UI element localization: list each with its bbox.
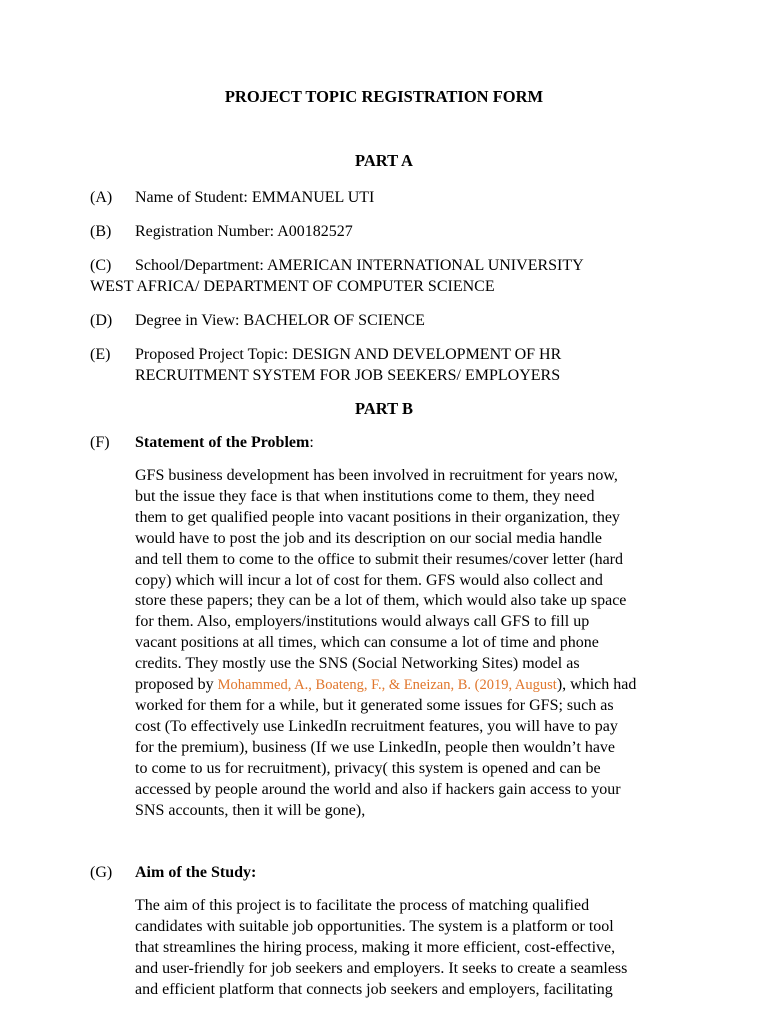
aim-line: The aim of this project is to facilitate the process of matching qualified xyxy=(135,897,590,914)
item-e-continuation: RECRUITMENT SYSTEM FOR JOB SEEKERS/ EMPLOYERS xyxy=(135,367,561,384)
item-f xyxy=(90,432,690,453)
problem-line: worked for them for a while, but it generated some issues for GFS; such as xyxy=(135,696,614,714)
item-b-letter: (B) xyxy=(90,223,112,240)
problem-heading: Statement of the Problem xyxy=(135,434,310,451)
part-b-heading: PART B xyxy=(355,399,413,418)
item-d-letter: (D) xyxy=(90,312,113,329)
part-a-heading: PART A xyxy=(355,151,413,170)
problem-line: but the issue they face is that when institutions come to them, they need xyxy=(135,487,595,505)
item-d xyxy=(90,310,690,331)
item-c-letter: (C) xyxy=(90,257,112,274)
item-e-text: Proposed Project Topic: DESIGN AND DEVELOPMENT OF HR xyxy=(135,346,562,363)
problem-heading-colon: : xyxy=(309,434,314,451)
problem-paragraph xyxy=(135,466,690,821)
problem-line: cost (To effectively use LinkedIn recruitment features, you will have to pay xyxy=(135,717,618,735)
problem-line: for the premium), business (If we use LinkedIn, people then wouldn’t have xyxy=(135,738,616,756)
problem-line: and tell them to come to the office to submit their resumes/cover letter (hard xyxy=(135,550,623,568)
form-title: PROJECT TOPIC REGISTRATION FORM xyxy=(224,87,544,106)
aim-line: candidates with suitable job opportunities. The system is a platform or tool xyxy=(135,917,614,935)
item-a xyxy=(90,187,690,208)
item-a-letter: (A) xyxy=(90,189,113,206)
problem-line: SNS accounts, then it will be gone), xyxy=(135,801,366,819)
problem-line: store these papers; they can be a lot of them, which would also take up space xyxy=(135,592,627,610)
item-g xyxy=(90,862,690,883)
problem-line-citation xyxy=(135,675,690,696)
aim-line: and efficient platform that connects job seekers and employers, facilitating xyxy=(135,980,613,998)
problem-line: GFS business development has been involved in recruitment for years now, xyxy=(135,467,618,484)
item-d-text: Degree in View: BACHELOR OF SCIENCE xyxy=(135,312,425,329)
item-c-continuation: WEST AFRICA/ DEPARTMENT OF COMPUTER SCIENCE xyxy=(90,278,495,295)
item-e-letter: (E) xyxy=(90,346,111,363)
problem-line: copy) which will incur a lot of cost for them. GFS would also collect and xyxy=(135,571,603,589)
item-b xyxy=(90,221,690,242)
item-a-text: Name of Student: EMMANUEL UTI xyxy=(135,189,375,206)
problem-line: vacant positions at all times, which can consume a lot of time and phone xyxy=(135,634,599,652)
aim-line: that streamlines the hiring process, making it more efficient, cost-effective, xyxy=(135,938,616,956)
aim-heading: Aim of the Study: xyxy=(135,864,257,881)
citation-link[interactable]: Mohammed, A., Boateng, F., & Eneizan, B. (2019, August xyxy=(217,677,557,694)
problem-line: for them. Also, employers/institutions would always call GFS to fill up xyxy=(135,613,590,631)
item-b-text: Registration Number: A00182527 xyxy=(135,223,353,240)
problem-line: to come to us for recruitment), privacy( this system is opened and can be xyxy=(135,759,601,777)
item-f-letter: (F) xyxy=(90,434,110,451)
problem-line: credits. They mostly use the SNS (Social Networking Sites) model as xyxy=(135,655,580,673)
problem-line: them to get qualified people into vacant positions in their organization, they xyxy=(135,508,620,526)
item-c xyxy=(90,255,690,276)
aim-paragraph xyxy=(135,896,690,1001)
item-g-letter: (G) xyxy=(90,864,113,881)
cite-after: ), which had xyxy=(556,676,637,694)
problem-line: accessed by people around the world and also if hackers gain access to your xyxy=(135,780,621,798)
problem-line: would have to post the job and its description on our social media handle xyxy=(135,529,603,547)
item-e xyxy=(90,344,690,365)
item-c-text: School/Department: AMERICAN INTERNATIONAL UNIVERSITY xyxy=(135,257,584,274)
cite-before: proposed by xyxy=(135,676,218,694)
aim-line: and user-friendly for job seekers and employers. It seeks to create a seamless xyxy=(135,959,628,977)
